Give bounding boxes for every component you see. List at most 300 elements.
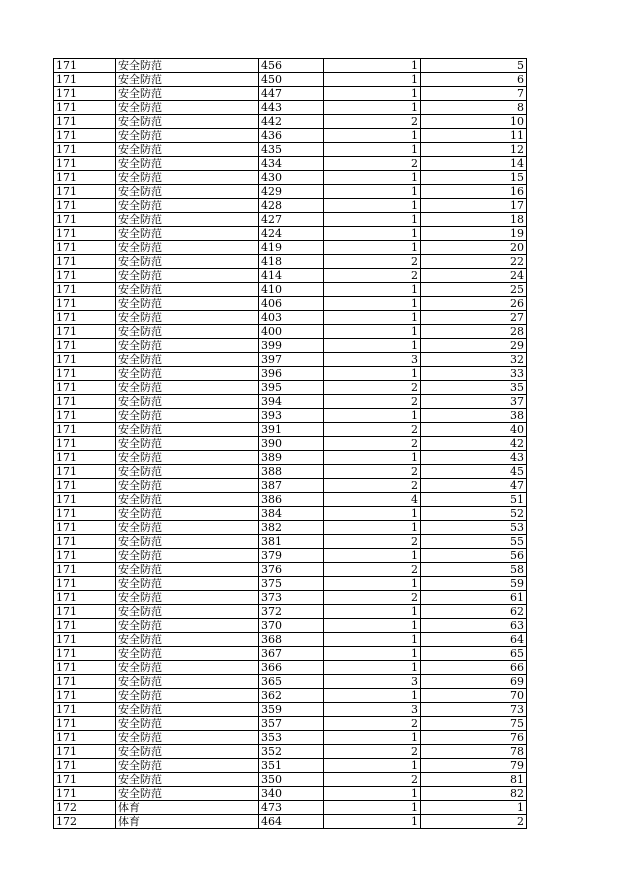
code-cell: 171 [54,129,116,143]
count-cell: 2 [324,437,421,451]
table-row [54,395,527,409]
category-cell: 安全防范 [116,787,259,801]
code-cell: 171 [54,465,116,479]
category-cell: 安全防范 [116,115,259,129]
count-cell: 3 [324,353,421,367]
cumulative-cell: 6 [421,73,527,87]
score-cell: 386 [259,493,324,507]
table-row [54,297,527,311]
count-cell: 1 [324,171,421,185]
cumulative-cell: 61 [421,591,527,605]
table-row [54,465,527,479]
count-cell: 2 [324,563,421,577]
score-cell: 381 [259,535,324,549]
table-row [54,437,527,451]
count-cell: 1 [324,577,421,591]
score-cell: 403 [259,311,324,325]
count-cell: 2 [324,381,421,395]
cumulative-cell: 55 [421,535,527,549]
count-cell: 1 [324,283,421,297]
category-cell: 安全防范 [116,759,259,773]
table-row [54,577,527,591]
category-cell: 安全防范 [116,143,259,157]
score-cell: 370 [259,619,324,633]
cumulative-cell: 35 [421,381,527,395]
score-cell: 372 [259,605,324,619]
score-cell: 399 [259,339,324,353]
score-cell: 362 [259,689,324,703]
cumulative-cell: 33 [421,367,527,381]
cumulative-cell: 32 [421,353,527,367]
score-cell: 447 [259,87,324,101]
table-row [54,423,527,437]
count-cell: 1 [324,129,421,143]
cumulative-cell: 29 [421,339,527,353]
table-row [54,647,527,661]
cumulative-cell: 25 [421,283,527,297]
count-cell: 2 [324,269,421,283]
cumulative-cell: 62 [421,605,527,619]
code-cell: 171 [54,605,116,619]
table-row [54,157,527,171]
count-cell: 3 [324,703,421,717]
table-row [54,815,527,829]
category-cell: 安全防范 [116,479,259,493]
count-cell: 1 [324,241,421,255]
count-cell: 1 [324,297,421,311]
code-cell: 171 [54,661,116,675]
cumulative-cell: 5 [421,59,527,73]
count-cell: 1 [324,367,421,381]
cumulative-cell: 19 [421,227,527,241]
count-cell: 1 [324,87,421,101]
category-cell: 安全防范 [116,619,259,633]
cumulative-cell: 14 [421,157,527,171]
category-cell: 安全防范 [116,549,259,563]
code-cell: 171 [54,297,116,311]
score-cell: 442 [259,115,324,129]
category-cell: 安全防范 [116,731,259,745]
score-cell: 456 [259,59,324,73]
cumulative-cell: 16 [421,185,527,199]
cumulative-cell: 24 [421,269,527,283]
score-cell: 391 [259,423,324,437]
category-cell: 安全防范 [116,745,259,759]
cumulative-cell: 38 [421,409,527,423]
category-cell: 安全防范 [116,633,259,647]
table-row [54,213,527,227]
count-cell: 1 [324,801,421,815]
cumulative-cell: 42 [421,437,527,451]
count-cell: 1 [324,647,421,661]
table-row [54,507,527,521]
count-cell: 2 [324,465,421,479]
score-cell: 384 [259,507,324,521]
count-cell: 2 [324,535,421,549]
table-row [54,311,527,325]
count-cell: 4 [324,493,421,507]
code-cell: 171 [54,563,116,577]
table-row [54,563,527,577]
code-cell: 171 [54,339,116,353]
count-cell: 1 [324,521,421,535]
score-cell: 352 [259,745,324,759]
code-cell: 171 [54,381,116,395]
score-cell: 365 [259,675,324,689]
category-cell: 安全防范 [116,647,259,661]
category-cell: 安全防范 [116,325,259,339]
table-row [54,353,527,367]
cumulative-cell: 45 [421,465,527,479]
category-cell: 安全防范 [116,689,259,703]
table-row [54,73,527,87]
cumulative-cell: 28 [421,325,527,339]
code-cell: 171 [54,493,116,507]
table-row [54,59,527,73]
code-cell: 171 [54,675,116,689]
count-cell: 1 [324,815,421,829]
category-cell: 安全防范 [116,367,259,381]
cumulative-cell: 11 [421,129,527,143]
category-cell: 安全防范 [116,591,259,605]
cumulative-cell: 66 [421,661,527,675]
cumulative-cell: 59 [421,577,527,591]
code-cell: 171 [54,437,116,451]
category-cell: 安全防范 [116,661,259,675]
code-cell: 171 [54,591,116,605]
category-cell: 安全防范 [116,381,259,395]
code-cell: 171 [54,199,116,213]
score-cell: 367 [259,647,324,661]
cumulative-cell: 52 [421,507,527,521]
table-row [54,129,527,143]
cumulative-cell: 79 [421,759,527,773]
table-row [54,87,527,101]
category-cell: 安全防范 [116,493,259,507]
count-cell: 1 [324,227,421,241]
count-cell: 1 [324,605,421,619]
code-cell: 171 [54,451,116,465]
code-cell: 171 [54,87,116,101]
category-cell: 安全防范 [116,773,259,787]
category-cell: 安全防范 [116,423,259,437]
count-cell: 1 [324,199,421,213]
code-cell: 171 [54,73,116,87]
code-cell: 171 [54,115,116,129]
table-row [54,185,527,199]
category-cell: 安全防范 [116,605,259,619]
category-cell: 安全防范 [116,87,259,101]
score-cell: 419 [259,241,324,255]
count-cell: 2 [324,591,421,605]
table-row [54,773,527,787]
score-cell: 357 [259,717,324,731]
table-row [54,717,527,731]
code-cell: 171 [54,269,116,283]
score-cell: 359 [259,703,324,717]
cumulative-cell: 53 [421,521,527,535]
code-cell: 171 [54,423,116,437]
category-cell: 安全防范 [116,157,259,171]
table-row [54,171,527,185]
code-cell: 171 [54,549,116,563]
code-cell: 171 [54,773,116,787]
code-cell: 171 [54,325,116,339]
cumulative-cell: 51 [421,493,527,507]
score-cell: 373 [259,591,324,605]
category-cell: 安全防范 [116,437,259,451]
cumulative-cell: 22 [421,255,527,269]
code-cell: 171 [54,759,116,773]
table-row [54,619,527,633]
table-row [54,493,527,507]
count-cell: 3 [324,675,421,689]
count-cell: 2 [324,773,421,787]
table-row [54,199,527,213]
count-cell: 1 [324,619,421,633]
category-cell: 安全防范 [116,59,259,73]
category-cell: 安全防范 [116,213,259,227]
category-cell: 安全防范 [116,535,259,549]
code-cell: 171 [54,143,116,157]
category-cell: 安全防范 [116,227,259,241]
cumulative-cell: 18 [421,213,527,227]
table-row [54,227,527,241]
score-cell: 379 [259,549,324,563]
cumulative-cell: 47 [421,479,527,493]
category-cell: 安全防范 [116,395,259,409]
cumulative-cell: 8 [421,101,527,115]
category-cell: 安全防范 [116,353,259,367]
code-cell: 171 [54,185,116,199]
count-cell: 2 [324,115,421,129]
category-cell: 安全防范 [116,521,259,535]
category-cell: 安全防范 [116,507,259,521]
code-cell: 171 [54,633,116,647]
code-cell: 171 [54,241,116,255]
cumulative-cell: 78 [421,745,527,759]
code-cell: 171 [54,171,116,185]
cumulative-cell: 2 [421,815,527,829]
score-cell: 450 [259,73,324,87]
count-cell: 1 [324,101,421,115]
cumulative-cell: 17 [421,199,527,213]
cumulative-cell: 37 [421,395,527,409]
code-cell: 172 [54,815,116,829]
code-cell: 171 [54,535,116,549]
code-cell: 171 [54,787,116,801]
cumulative-cell: 27 [421,311,527,325]
category-cell: 安全防范 [116,451,259,465]
table-row [54,269,527,283]
cumulative-cell: 75 [421,717,527,731]
score-cell: 427 [259,213,324,227]
table-row [54,787,527,801]
count-cell: 2 [324,745,421,759]
score-cell: 376 [259,563,324,577]
code-cell: 171 [54,395,116,409]
score-cell: 428 [259,199,324,213]
count-cell: 1 [324,633,421,647]
score-cell: 350 [259,773,324,787]
code-cell: 171 [54,689,116,703]
category-cell: 安全防范 [116,717,259,731]
count-cell: 1 [324,311,421,325]
category-cell: 体育 [116,815,259,829]
count-cell: 2 [324,395,421,409]
table-row [54,801,527,815]
table-row [54,339,527,353]
score-cell: 418 [259,255,324,269]
score-cell: 375 [259,577,324,591]
table-row [54,101,527,115]
code-cell: 171 [54,101,116,115]
table-row [54,143,527,157]
table-row [54,605,527,619]
cumulative-cell: 40 [421,423,527,437]
score-cell: 382 [259,521,324,535]
count-cell: 2 [324,479,421,493]
code-cell: 171 [54,367,116,381]
category-cell: 安全防范 [116,297,259,311]
count-cell: 1 [324,507,421,521]
table-row [54,661,527,675]
count-cell: 2 [324,157,421,171]
category-cell: 安全防范 [116,199,259,213]
score-cell: 443 [259,101,324,115]
table-row [54,381,527,395]
table-row [54,745,527,759]
score-cell: 366 [259,661,324,675]
table-row [54,521,527,535]
score-cell: 389 [259,451,324,465]
code-cell: 172 [54,801,116,815]
cumulative-cell: 81 [421,773,527,787]
score-cell: 410 [259,283,324,297]
score-cell: 388 [259,465,324,479]
category-cell: 安全防范 [116,283,259,297]
score-cell: 464 [259,815,324,829]
code-cell: 171 [54,255,116,269]
count-cell: 2 [324,423,421,437]
cumulative-cell: 63 [421,619,527,633]
code-cell: 171 [54,59,116,73]
code-cell: 171 [54,717,116,731]
code-cell: 171 [54,213,116,227]
cumulative-cell: 7 [421,87,527,101]
code-cell: 171 [54,577,116,591]
table-row [54,325,527,339]
score-cell: 473 [259,801,324,815]
cumulative-cell: 12 [421,143,527,157]
category-cell: 体育 [116,801,259,815]
code-cell: 171 [54,521,116,535]
cumulative-cell: 58 [421,563,527,577]
category-cell: 安全防范 [116,241,259,255]
code-cell: 171 [54,409,116,423]
code-cell: 171 [54,311,116,325]
table-row [54,633,527,647]
score-cell: 436 [259,129,324,143]
count-cell: 1 [324,689,421,703]
category-cell: 安全防范 [116,185,259,199]
category-cell: 安全防范 [116,577,259,591]
count-cell: 1 [324,339,421,353]
table-row [54,479,527,493]
category-cell: 安全防范 [116,269,259,283]
cumulative-cell: 15 [421,171,527,185]
score-cell: 393 [259,409,324,423]
cumulative-cell: 1 [421,801,527,815]
code-cell: 171 [54,227,116,241]
table-row [54,759,527,773]
count-cell: 1 [324,661,421,675]
count-cell: 2 [324,255,421,269]
cumulative-cell: 82 [421,787,527,801]
cumulative-cell: 73 [421,703,527,717]
cumulative-cell: 65 [421,647,527,661]
score-cell: 424 [259,227,324,241]
code-cell: 171 [54,731,116,745]
cumulative-cell: 26 [421,297,527,311]
table-row [54,283,527,297]
table-row [54,115,527,129]
code-cell: 171 [54,619,116,633]
category-cell: 安全防范 [116,465,259,479]
count-cell: 1 [324,59,421,73]
code-cell: 171 [54,353,116,367]
score-cell: 396 [259,367,324,381]
cumulative-cell: 70 [421,689,527,703]
count-cell: 1 [324,73,421,87]
cumulative-cell: 20 [421,241,527,255]
score-cell: 368 [259,633,324,647]
score-cell: 394 [259,395,324,409]
count-cell: 1 [324,731,421,745]
count-cell: 1 [324,325,421,339]
score-cell: 390 [259,437,324,451]
code-cell: 171 [54,479,116,493]
category-cell: 安全防范 [116,129,259,143]
cumulative-cell: 10 [421,115,527,129]
score-cell: 430 [259,171,324,185]
table-row [54,549,527,563]
category-cell: 安全防范 [116,73,259,87]
score-cell: 406 [259,297,324,311]
category-cell: 安全防范 [116,563,259,577]
score-table-body [54,59,527,829]
table-row [54,703,527,717]
category-cell: 安全防范 [116,171,259,185]
category-cell: 安全防范 [116,339,259,353]
code-cell: 171 [54,507,116,521]
score-cell: 434 [259,157,324,171]
count-cell: 1 [324,143,421,157]
cumulative-cell: 43 [421,451,527,465]
score-cell: 435 [259,143,324,157]
table-row [54,451,527,465]
count-cell: 1 [324,549,421,563]
table-row [54,367,527,381]
table-row [54,675,527,689]
category-cell: 安全防范 [116,255,259,269]
code-cell: 171 [54,157,116,171]
table-row [54,409,527,423]
score-cell: 414 [259,269,324,283]
table-row [54,689,527,703]
table-row [54,591,527,605]
score-cell: 340 [259,787,324,801]
